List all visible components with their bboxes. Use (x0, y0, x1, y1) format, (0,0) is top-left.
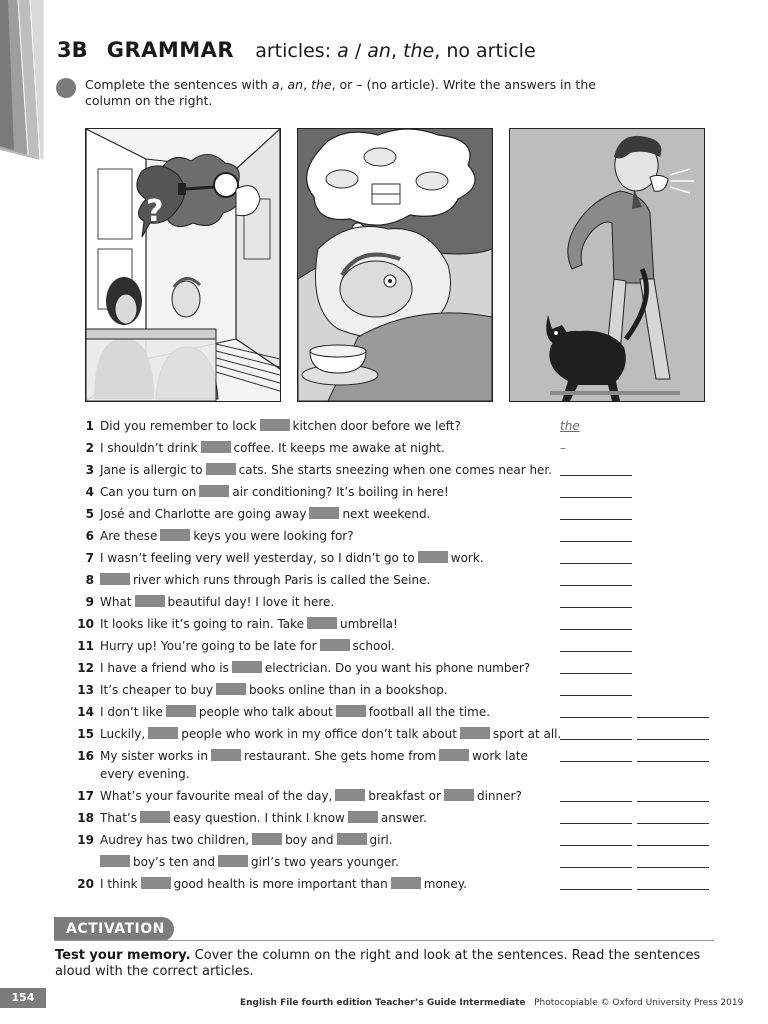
answer-line[interactable] (560, 830, 632, 846)
question-fragment: people who work in my office don’t talk about (181, 727, 457, 741)
answer-line[interactable] (560, 526, 632, 542)
question-number: 2 (85, 441, 94, 455)
answer-gap (418, 551, 448, 563)
answer-gap (444, 789, 474, 801)
question-fragment: books online than in a bookshop. (249, 683, 448, 697)
question-fragment: people who talk about (198, 705, 333, 719)
question-number: 11 (77, 639, 94, 653)
question-fragment: every evening. (100, 767, 190, 781)
answer-gap (141, 877, 171, 889)
question-fragment: I shouldn’t drink (100, 441, 198, 455)
answer-line[interactable] (637, 724, 709, 740)
answer-line[interactable] (560, 482, 632, 498)
question-fragment: José and Charlotte are going away (100, 507, 307, 521)
question-number: 8 (85, 573, 94, 587)
question-number: 5 (85, 507, 94, 521)
answer-line[interactable] (560, 746, 632, 762)
question-fragment: It’s cheaper to buy (100, 683, 213, 697)
page-header (57, 38, 536, 62)
question-fragment: air conditioning? It’s boiling in here! (232, 485, 449, 499)
answer-gap (337, 833, 367, 845)
question-text (100, 592, 550, 612)
question-fragment: kitchen door before we left? (292, 419, 461, 433)
answer-gap (309, 507, 339, 519)
question-number: 9 (85, 595, 94, 609)
question-fragment: breakfast or (368, 789, 441, 803)
question-fragment: boy and (285, 833, 334, 847)
answer-gap (135, 595, 165, 607)
section-code: 3B (57, 38, 88, 62)
answer-gap (100, 573, 130, 585)
question-fragment: It looks like it’s going to rain. Take (100, 617, 305, 631)
answer-gap (216, 683, 246, 695)
activation-tab: ACTIVATION (54, 917, 174, 941)
question-fragment: football all the time. (368, 705, 491, 719)
answer-line[interactable] (560, 680, 632, 696)
example-answer: the (560, 419, 580, 433)
answer-gap (166, 705, 196, 717)
question-text (100, 482, 550, 502)
question-row (0, 526, 768, 546)
activation-rule (54, 940, 714, 941)
panel-sneeze (509, 128, 705, 402)
question-number: 7 (85, 551, 94, 565)
question-text (100, 724, 562, 744)
question-fragment: dinner? (476, 789, 522, 803)
question-text (100, 526, 550, 546)
question-text (100, 548, 550, 568)
question-number: 18 (77, 811, 94, 825)
answer-gap (100, 855, 130, 867)
answer-gap (199, 485, 229, 497)
question-fragment: That’s (100, 811, 138, 825)
answer-gap (260, 419, 290, 431)
question-number: 4 (85, 485, 94, 499)
answer-gap (232, 661, 262, 673)
question-fragment: Can you turn on (100, 485, 197, 499)
question-row (0, 460, 768, 480)
question-text (100, 570, 550, 590)
exercise-instructions: Complete the sentences with a, an, the, or – (no article). Write the answers in the column on the right. (85, 77, 596, 108)
question-row (0, 702, 768, 722)
answer-line[interactable] (560, 570, 632, 586)
answer-line[interactable] (560, 702, 632, 718)
answer-gap (140, 811, 170, 823)
page-number: 154 (0, 988, 46, 1008)
question-fragment: My sister works in (100, 749, 208, 763)
question-text (100, 764, 550, 784)
question-text (100, 830, 550, 850)
question-number: 12 (77, 661, 94, 675)
question-text (100, 636, 550, 656)
question-fragment: umbrella! (340, 617, 398, 631)
question-fragment: I think (100, 877, 138, 891)
panel-sleepless (297, 128, 493, 402)
question-row (0, 724, 768, 744)
question-fragment: Luckily, (100, 727, 146, 741)
question-number: 3 (85, 463, 94, 477)
question-text (100, 504, 550, 524)
answer-line[interactable] (637, 786, 709, 802)
question-fragment: Audrey has two children, (100, 833, 250, 847)
activation-text: Test your memory. Cover the column on the right and look at the sentences. Read the sentences aloud with the correct articles. (55, 948, 701, 979)
question-row (0, 438, 768, 458)
question-text (100, 416, 550, 436)
answer-line[interactable] (560, 592, 632, 608)
answer-line[interactable] (560, 874, 632, 890)
question-text (100, 460, 553, 480)
question-fragment: girl. (369, 833, 393, 847)
question-fragment: next weekend. (342, 507, 431, 521)
question-fragment: money. (423, 877, 467, 891)
question-number: 13 (77, 683, 94, 697)
answer-gap (218, 855, 248, 867)
exercise-bullet-icon (56, 78, 76, 98)
question-fragment: sport at all. (492, 727, 562, 741)
answer-gap (336, 705, 366, 717)
answer-line[interactable] (637, 746, 709, 762)
question-number: 6 (85, 529, 94, 543)
question-fragment: school. (352, 639, 395, 653)
example-answer: – (560, 441, 566, 455)
answer-gap (160, 529, 190, 541)
answer-line[interactable] (560, 548, 632, 564)
question-fragment: keys you were looking for? (193, 529, 354, 543)
answer-gap (252, 833, 282, 845)
question-row (0, 482, 768, 502)
question-row (0, 636, 768, 656)
question-row (0, 808, 768, 828)
svg-text:?: ? (146, 194, 164, 229)
question-row (0, 548, 768, 568)
question-fragment: river which runs through Paris is called the Seine. (133, 573, 431, 587)
panel-bus-key (85, 128, 281, 402)
question-text (100, 874, 550, 894)
question-fragment: Are these (100, 529, 158, 543)
answer-line[interactable] (560, 460, 632, 476)
corner-fan-decoration (0, 0, 60, 165)
question-row (0, 504, 768, 524)
page-footer: English File fourth edition Teacher’s Guide Intermediate Photocopiable © Oxford University Press 2019 (240, 998, 744, 1008)
question-number: 20 (77, 877, 94, 891)
question-fragment: good health is more important than (173, 877, 388, 891)
question-fragment: I wasn’t feeling very well yesterday, so I didn’t go to (100, 551, 415, 565)
question-number: 14 (77, 705, 94, 719)
question-fragment: beautiful day! I love it here. (167, 595, 335, 609)
question-fragment: What (100, 595, 132, 609)
question-row (0, 570, 768, 590)
question-fragment: Hurry up! You’re going to be late for (100, 639, 317, 653)
answer-gap (148, 727, 178, 739)
question-number: 1 (85, 419, 94, 433)
answer-gap (460, 727, 490, 739)
question-fragment: work. (450, 551, 484, 565)
question-fragment: Did you remember to lock (100, 419, 257, 433)
answer-line[interactable] (637, 852, 709, 868)
question-row (0, 592, 768, 612)
section-title: GRAMMAR (106, 38, 235, 62)
answer-gap (439, 749, 469, 761)
answer-gap (206, 463, 236, 475)
question-text (100, 702, 550, 722)
question-text (100, 852, 550, 872)
question-row (0, 852, 768, 872)
answer-line[interactable] (637, 702, 709, 718)
question-fragment: answer. (380, 811, 427, 825)
answer-gap (391, 877, 421, 889)
question-fragment: Jane is allergic to (100, 463, 203, 477)
question-row (0, 874, 768, 894)
question-row (0, 680, 768, 700)
answer-line[interactable] (560, 614, 632, 630)
question-row (0, 614, 768, 634)
question-text (100, 680, 550, 700)
question-row (0, 830, 768, 850)
question-text (100, 658, 550, 678)
answer-line[interactable] (560, 808, 632, 824)
answer-line[interactable] (560, 852, 632, 868)
answer-line[interactable] (637, 874, 709, 890)
question-number: 19 (77, 833, 94, 847)
question-fragment: coffee. It keeps me awake at night. (233, 441, 445, 455)
answer-line[interactable] (637, 808, 709, 824)
question-fragment: electrician. Do you want his phone number? (264, 661, 531, 675)
question-text (100, 438, 550, 458)
answer-line[interactable] (560, 724, 632, 740)
question-fragment: girl’s two years younger. (251, 855, 399, 869)
question-text (100, 746, 550, 766)
question-fragment: restaurant. She gets home from (244, 749, 437, 763)
question-row (0, 658, 768, 678)
question-row (0, 786, 768, 806)
question-fragment: I don’t like (100, 705, 163, 719)
question-fragment: boy’s ten and (133, 855, 216, 869)
section-topic: articles: a / an, the, no article (255, 40, 536, 62)
answer-gap (211, 749, 241, 761)
question-fragment: cats. She starts sneezing when one comes near her. (238, 463, 553, 477)
question-row (0, 764, 768, 784)
question-number: 15 (77, 727, 94, 741)
question-fragment: easy question. I think I know (173, 811, 345, 825)
question-text (100, 808, 550, 828)
answer-line[interactable] (560, 504, 632, 520)
answer-gap (348, 811, 378, 823)
answer-gap (320, 639, 350, 651)
question-number: 16 (77, 749, 94, 763)
answer-gap (201, 441, 231, 453)
question-row (0, 746, 768, 766)
question-row (0, 416, 768, 436)
answer-line[interactable] (637, 830, 709, 846)
question-fragment: What’s your favourite meal of the day, (100, 789, 333, 803)
question-text (100, 786, 550, 806)
answer-gap (335, 789, 365, 801)
question-fragment: I have a friend who is (100, 661, 229, 675)
question-text (100, 614, 550, 634)
answer-gap (307, 617, 337, 629)
answer-line[interactable] (560, 786, 632, 802)
question-number: 17 (77, 789, 94, 803)
question-fragment: work late (472, 749, 528, 763)
question-number: 10 (77, 617, 94, 631)
answer-line[interactable] (560, 636, 632, 652)
answer-line[interactable] (560, 658, 632, 674)
